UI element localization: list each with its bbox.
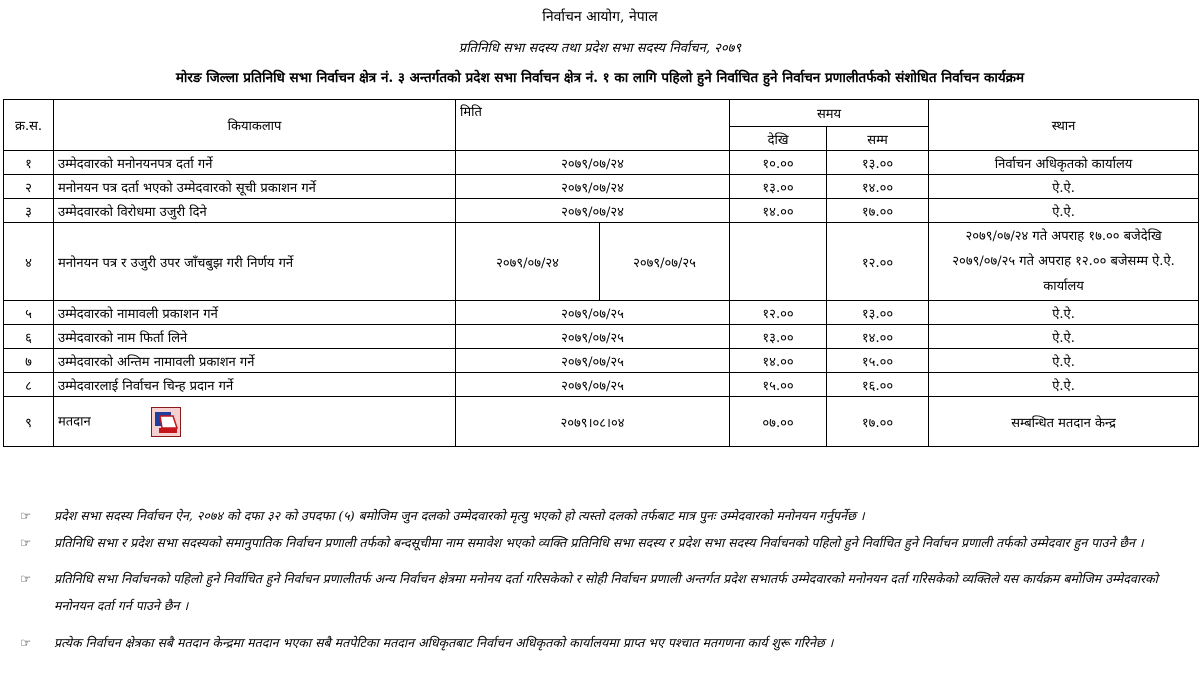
row-sn: ९ (4, 397, 54, 447)
col-header-time: समय (730, 100, 929, 127)
row-date: २०७९/०७/२५ (456, 301, 730, 325)
table-row (4, 301, 1199, 325)
ballot-logo-icon (151, 407, 181, 437)
list-item (20, 529, 1190, 556)
pointing-hand-icon: ☞ (20, 508, 32, 523)
row-activity-cell (54, 397, 456, 447)
schedule-table (3, 99, 1199, 447)
row-sn: ८ (4, 373, 54, 397)
row-from: १३.०० (730, 175, 827, 199)
row-date-start: २०७९/०७/२४ (456, 223, 600, 301)
row-to: १६.०० (827, 373, 929, 397)
header-schedule-title: मोरङ जिल्ला प्रतिनिधि सभा निर्वाचन क्षेत्र नं. ३ अन्तर्गतको प्रदेश सभा निर्वाचन क्षेत्र नं. १ का लागि पहिलो हुने निर्वाचित हुने निर्वाचन प्रणालीतर्फको संशोधित निर्वाचन कार्यक्रम (175, 70, 1025, 86)
row-activity: उम्मेदवारको मनोनयनपत्र दर्ता गर्ने (54, 151, 456, 175)
header-election-title: प्रतिनिधि सभा सदस्य तथा प्रदेश सभा सदस्य निर्वाचन, २०७९ (458, 41, 742, 56)
row-place: ऐ.ऐ. (929, 349, 1199, 373)
row-date: २०७९/०७/२५ (456, 325, 730, 349)
row-to: १२.०० (827, 223, 929, 301)
row-date: २०७९/०७/२५ (456, 373, 730, 397)
row-sn: १ (4, 151, 54, 175)
notes-list (20, 502, 1190, 656)
row-date: २०७९/०७/२४ (456, 151, 730, 175)
row-place: निर्वाचन अधिकृतको कार्यालय (929, 151, 1199, 175)
row-place: सम्बन्धित मतदान केन्द्र (929, 397, 1199, 447)
col-header-activity: कियाकलाप (54, 100, 456, 151)
pointing-hand-icon: ☞ (20, 571, 32, 586)
row-to: १७.०० (827, 397, 929, 447)
table-row (4, 349, 1199, 373)
row-to: १४.०० (827, 175, 929, 199)
row-place: ऐ.ऐ. (929, 199, 1199, 223)
row-from (730, 223, 827, 301)
row-date: २०७९/०७/२५ (456, 349, 730, 373)
row-activity: मनोनयन पत्र र उजुरी उपर जाँचबुझ गरी निर्णय गर्ने (54, 223, 456, 301)
table-row (4, 325, 1199, 349)
note-text: प्रतिनिधि सभा र प्रदेश सभा सदस्यको समानुपातिक निर्वाचन प्रणाली तर्फको बन्दसूचीमा नाम समावेश भएको व्यक्ति प्रतिनिधि सभा सदस्य र प्रदेश सभा सदस्य निर्वाचनको पहिलो हुने निर्वाचित हुने निर्वाचन प्रणाली तर्फको उम्मेदवार हुन पाउने छैन । (54, 535, 1144, 550)
row-sn: ७ (4, 349, 54, 373)
row-from: १५.०० (730, 373, 827, 397)
row-sn: ६ (4, 325, 54, 349)
row-place: ऐ.ऐ. (929, 373, 1199, 397)
row-date: २०७९/०७/२४ (456, 199, 730, 223)
row-place: ऐ.ऐ. (929, 301, 1199, 325)
row-place: २०७९/०७/२४ गते अपराह १७.०० बजेदेखि २०७९/०७/२५ गते अपराह १२.०० बजेसम्म ऐ.ऐ. कार्यालय (929, 223, 1199, 301)
list-item (20, 629, 1190, 656)
row-from: १३.०० (730, 325, 827, 349)
row-activity: उम्मेदवारको नामावली प्रकाशन गर्ने (54, 301, 456, 325)
pointing-hand-icon: ☞ (20, 535, 32, 550)
row-from: ०७.०० (730, 397, 827, 447)
table-row (4, 199, 1199, 223)
col-header-to: सम्म (827, 127, 929, 151)
table-row (4, 175, 1199, 199)
pointing-hand-icon: ☞ (20, 635, 32, 650)
row-from: १४.०० (730, 349, 827, 373)
row-to: १३.०० (827, 301, 929, 325)
note-text: प्रदेश सभा सदस्य निर्वाचन ऐन, २०७४ को दफा ३२ को उपदफा (५) बमोजिम जुन दलको उम्मेदवारको मृत्यु भएको हो त्यस्तो दलको तर्फबाट मात्र पुनः उम्मेदवारको मनोनयन गर्नुपर्नेछ । (54, 508, 865, 523)
row-activity: मतदान (58, 414, 91, 429)
row-from: १४.०० (730, 199, 827, 223)
table-row (4, 373, 1199, 397)
table-row (4, 151, 1199, 175)
table-row (4, 223, 1199, 301)
row-place: ऐ.ऐ. (929, 175, 1199, 199)
header-org-title: निर्वाचन आयोग, नेपाल (542, 9, 658, 25)
row-activity: उम्मेदवारको विरोधमा उजुरी दिने (54, 199, 456, 223)
col-header-sn: क्र.स. (4, 100, 54, 151)
note-text: प्रत्येक निर्वाचन क्षेत्रका सबै मतदान केन्द्रमा मतदान भएका सबै मतपेटिका मतदान अधिकृतबाट निर्वाचन अधिकृतको कार्यालयमा प्राप्त भए पश्चात मतगणना कार्य शुरू गरिनेछ । (54, 635, 834, 650)
row-sn: ४ (4, 223, 54, 301)
row-to: १७.०० (827, 199, 929, 223)
row-to: १४.०० (827, 325, 929, 349)
col-header-date: मिति (456, 100, 730, 151)
row-to: १५.०० (827, 349, 929, 373)
row-activity: उम्मेदवारलाई निर्वाचन चिन्ह प्रदान गर्ने (54, 373, 456, 397)
row-from: १०.०० (730, 151, 827, 175)
row-sn: २ (4, 175, 54, 199)
row-activity: उम्मेदवारको अन्तिम नामावली प्रकाशन गर्ने (54, 349, 456, 373)
row-date: २०७९/०७/२४ (456, 175, 730, 199)
row-sn: ५ (4, 301, 54, 325)
col-header-from: देखि (730, 127, 827, 151)
row-date-end: २०७९/०७/२५ (600, 223, 730, 301)
col-header-place: स्थान (929, 100, 1199, 151)
row-date: २०७९।०८।०४ (456, 397, 730, 447)
row-activity: मनोनयन पत्र दर्ता भएको उम्मेदवारको सूची प्रकाशन गर्ने (54, 175, 456, 199)
list-item (20, 502, 1190, 529)
row-sn: ३ (4, 199, 54, 223)
note-text: प्रतिनिधि सभा निर्वाचनको पहिलो हुने निर्वाचित हुने निर्वाचन प्रणालीतर्फ अन्य निर्वाचन क्षेत्रमा मनोनय दर्ता गरिसकेको र सोही निर्वाचन प्रणाली अन्तर्गत प्रदेश सभातर्फ उम्मेदवारको मनोनयन दर्ता गरिसकेको व्यक्तिले यस कार्यक्रम बमोजिम उम्मेदवारको मनोनयन दर्ता गर्न पाउने छैन । (54, 571, 1159, 613)
list-item (20, 565, 1190, 619)
row-from: १२.०० (730, 301, 827, 325)
row-activity: उम्मेदवारको नाम फिर्ता लिने (54, 325, 456, 349)
row-to: १३.०० (827, 151, 929, 175)
row-place: ऐ.ऐ. (929, 325, 1199, 349)
table-row (4, 397, 1199, 447)
